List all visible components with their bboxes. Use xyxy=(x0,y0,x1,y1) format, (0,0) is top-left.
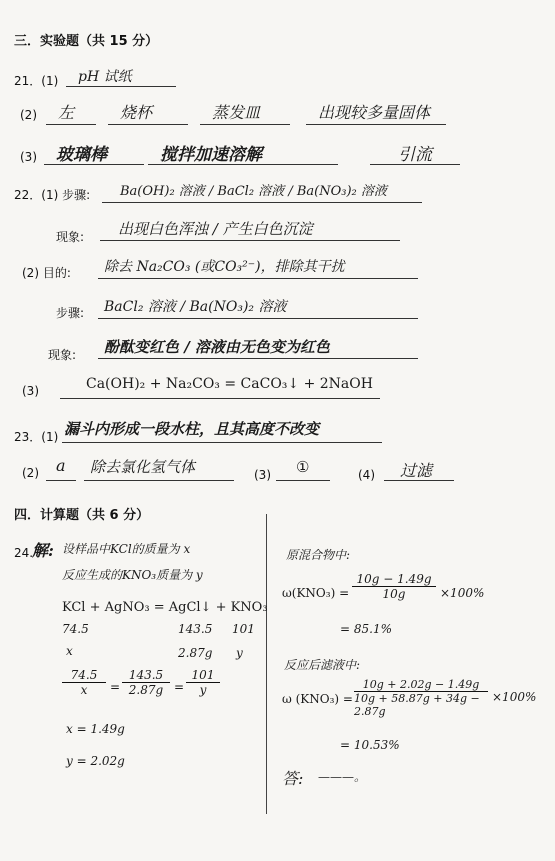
q24-var-2: 2.87g xyxy=(178,646,213,660)
q22-line-5 xyxy=(98,358,418,359)
q23-answer-2-2: 除去氯化氢气体 xyxy=(90,458,196,476)
q22-part-2: (2) 目的: xyxy=(22,266,71,280)
q24-fraction-3-den: y xyxy=(199,683,207,697)
q22-steps-1: Ba(OH)₂ 溶液 / BaCl₂ 溶液 / Ba(NO₃)₂ 溶液 xyxy=(120,184,387,199)
q21-line-3-3 xyxy=(370,164,460,165)
q24-w1-result: = 85.1% xyxy=(340,622,392,636)
q24-w1-times: ×100% xyxy=(440,586,485,600)
section-4-title: 四．计算题（共 6 分） xyxy=(14,508,150,523)
q24-fraction-1 xyxy=(62,668,106,697)
q24-molar-2: 143.5 xyxy=(178,622,213,636)
q24-mixture-title: 原混合物中: xyxy=(286,548,351,562)
q22-phenomenon-1: 出现白色浑浊 / 产生白色沉淀 xyxy=(118,220,313,238)
q21-part-3: (3) xyxy=(20,150,37,164)
q23-line-1 xyxy=(62,442,382,443)
q23-part-2: (2) xyxy=(22,466,39,480)
q24-w1-label: ω(KNO₃) = xyxy=(282,586,350,600)
q24-w2-result: = 10.53% xyxy=(340,738,400,752)
q22-number: 22．(1) 步骤: xyxy=(14,188,91,202)
q21-answer-2-1: 左 xyxy=(58,103,75,122)
q23-line-4 xyxy=(384,480,454,481)
q24-molar-3: 101 xyxy=(232,622,255,636)
q23-answer-4: 过滤 xyxy=(400,461,433,480)
q24-assumption-2: 反应生成的KNO₃质量为 y xyxy=(62,568,203,582)
equals-sign: = xyxy=(110,680,121,694)
q24-answer-blank: ———。 xyxy=(318,770,367,784)
q23-answer-3: ① xyxy=(296,458,310,476)
q21-answer-2-2: 烧杯 xyxy=(120,103,153,122)
q24-x-result: x = 1.49g xyxy=(66,722,125,736)
q24-w1-fraction xyxy=(352,572,436,601)
q22-equation: Ca(OH)₂ + Na₂CO₃ = CaCO₃↓ + 2NaOH xyxy=(86,376,373,392)
q24-fraction-2-num: 143.5 xyxy=(128,668,164,682)
q21-answer-2-4: 出现较多量固体 xyxy=(318,103,431,122)
q22-line-1 xyxy=(102,202,422,203)
q23-answer-2-1: a xyxy=(56,456,66,475)
q22-line-2 xyxy=(100,240,400,241)
q22-purpose: 除去 Na₂CO₃ (或CO₃²⁻)，排除其干扰 xyxy=(104,259,345,275)
q24-reaction: KCl + AgNO₃ = AgCl↓ + KNO₃ xyxy=(62,600,268,615)
q24-w2-fraction xyxy=(354,678,488,718)
q24-fraction-1-den: x xyxy=(80,683,88,697)
q21-number: 21．(1) xyxy=(14,74,59,88)
q22-phenomenon-2: 酚酞变红色 / 溶液由无色变为红色 xyxy=(104,338,330,356)
q22-steps-2: BaCl₂ 溶液 / Ba(NO₃)₂ 溶液 xyxy=(104,299,287,315)
q24-y-result: y = 2.02g xyxy=(66,754,125,768)
q21-answer-3-1: 玻璃棒 xyxy=(56,145,107,165)
q24-molar-1: 74.5 xyxy=(62,622,89,636)
q22-phenomenon-label-2: 现象: xyxy=(48,348,77,362)
q21-line-1 xyxy=(66,86,176,87)
q23-part-3: (3) xyxy=(254,468,271,482)
q21-answer-2-3: 蒸发皿 xyxy=(212,103,261,122)
q22-line-4 xyxy=(98,318,418,319)
q24-fraction-3-num: 101 xyxy=(191,668,215,682)
q21-part-2: (2) xyxy=(20,108,37,122)
q24-solution-mark: 解: xyxy=(32,541,54,560)
equals-sign: = xyxy=(174,680,185,694)
q22-part-3: (3) xyxy=(22,384,39,398)
q24-w2-times: ×100% xyxy=(492,690,537,704)
q23-line-2-1 xyxy=(46,480,76,481)
q21-line-3-2 xyxy=(148,164,338,165)
q24-w1-num: 10g − 1.49g xyxy=(356,572,432,586)
q24-fraction-2 xyxy=(122,668,170,697)
q24-var-1: x xyxy=(66,644,73,658)
q21-line-2-4 xyxy=(306,124,446,125)
q24-w1-den: 10g xyxy=(382,587,406,601)
q22-phenomenon-label-1: 现象: xyxy=(56,230,85,244)
q24-w2-label: ω (KNO₃) = xyxy=(282,692,353,706)
q24-assumption-1: 设样品中KCl的质量为 x xyxy=(62,542,191,556)
q22-steps-label-2: 步骤: xyxy=(56,306,85,320)
section-3-title: 三．实验题（共 15 分） xyxy=(14,34,159,49)
q22-line-6 xyxy=(60,398,380,399)
q24-var-3: y xyxy=(236,646,243,660)
q24-w2-num: 10g + 2.02g − 1.49g xyxy=(362,678,480,691)
column-divider xyxy=(266,514,267,814)
q24-after-title: 反应后滤液中: xyxy=(284,658,361,672)
q24-number: 24. xyxy=(14,546,34,560)
q24-fraction-3 xyxy=(186,668,220,697)
q21-answer-1: pH 试纸 xyxy=(78,69,132,85)
q24-fraction-1-num: 74.5 xyxy=(70,668,98,682)
q21-line-2-3 xyxy=(200,124,290,125)
q24-answer-label: 答: xyxy=(282,769,304,788)
q21-line-2-2 xyxy=(108,124,188,125)
q23-number: 23．(1) xyxy=(14,430,59,444)
q23-line-2-2 xyxy=(84,480,234,481)
q24-w2-den: 10g + 58.87g + 34g − 2.87g xyxy=(354,692,480,718)
q21-answer-3-2: 搅拌加速溶解 xyxy=(160,145,262,165)
q23-line-3 xyxy=(276,480,330,481)
q23-answer-1: 漏斗内形成一段水柱，且其高度不改变 xyxy=(64,420,320,438)
q21-line-2-1 xyxy=(46,124,96,125)
q21-line-3-1 xyxy=(44,164,144,165)
q24-fraction-2-den: 2.87g xyxy=(128,683,164,697)
q23-part-4: (4) xyxy=(358,468,375,482)
q22-line-3 xyxy=(98,278,418,279)
q21-answer-3-3: 引流 xyxy=(398,145,432,165)
